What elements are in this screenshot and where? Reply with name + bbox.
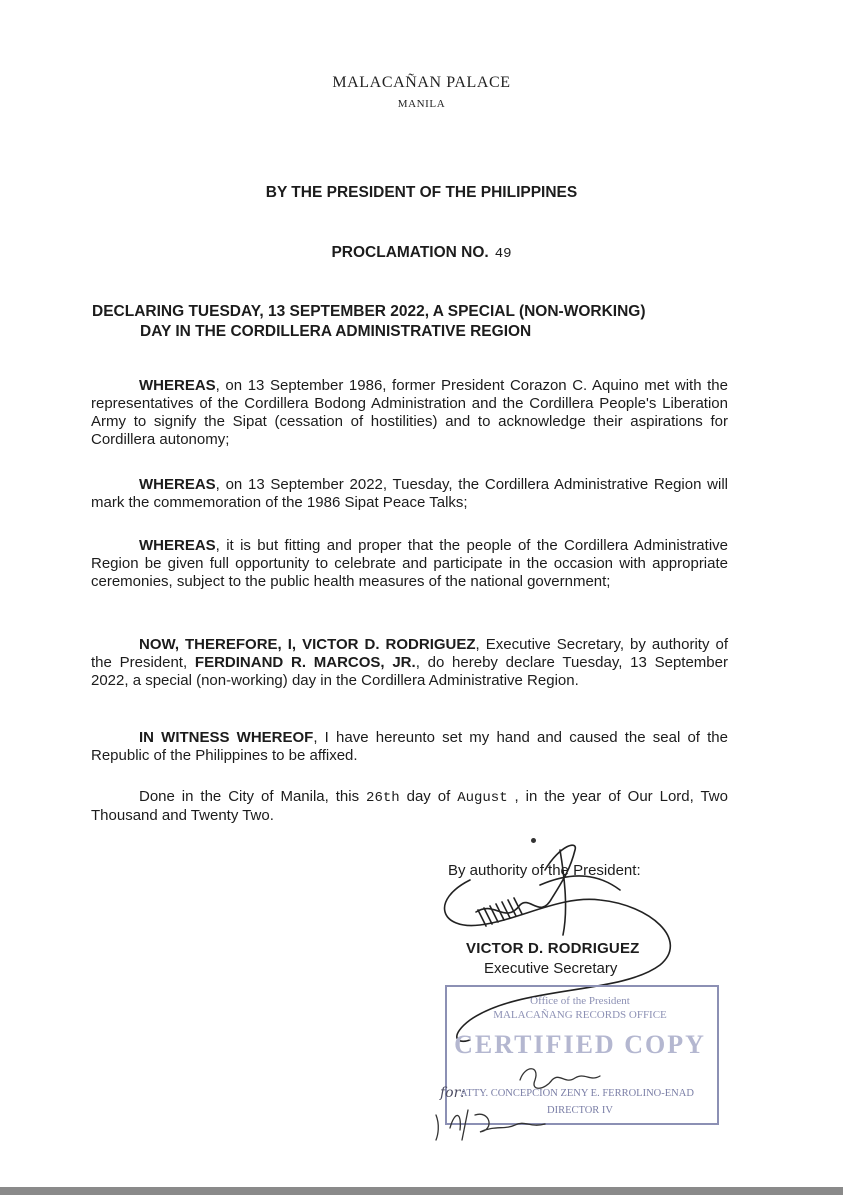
paragraph-lead: IN WITNESS WHEREOF xyxy=(139,729,314,746)
page-bottom-edge xyxy=(0,1187,843,1195)
done-day: 26th xyxy=(366,790,400,806)
done-month: August xyxy=(457,790,508,806)
paragraph-text: , do hereby declare Tuesday, 13 September 2022, a special (non-working) day in the Cordillera Administrative Region. xyxy=(91,654,728,689)
authority-line: By authority of the President: xyxy=(448,862,641,879)
paragraph-text-mid: , Executive Secretary, by authority of the President, xyxy=(91,636,728,671)
paragraph-lead: WHEREAS xyxy=(139,377,216,394)
signatory-title: Executive Secretary xyxy=(484,960,618,977)
signatory-name: VICTOR D. RODRIGUEZ xyxy=(466,940,640,957)
proclamation-label: PROCLAMATION NO. xyxy=(331,244,489,261)
paragraph-lead: NOW, THEREFORE, I, VICTOR D. RODRIGUEZ xyxy=(139,636,476,653)
paragraph-text: , on 13 September 2022, Tuesday, the Cordillera Administrative Region will mark the commemoration of the 1986 Sipat Peace Talks; xyxy=(91,476,728,511)
stamp-position: DIRECTOR IV xyxy=(546,1105,614,1116)
paragraph-lead: WHEREAS xyxy=(139,537,216,554)
letterhead-city: MANILA xyxy=(397,98,446,110)
done-text-a: Done in the City of Manila, this xyxy=(139,788,367,805)
stamp-signer: ATTY. CONCEPCION ZENY E. FERROLINO-ENAD xyxy=(460,1088,694,1099)
president-name: FERDINAND R. MARCOS, JR. xyxy=(194,654,416,671)
stamp-office-2: MALACAÑANG RECORDS OFFICE xyxy=(493,1009,667,1021)
title-line-1: DECLARING TUESDAY, 13 SEPTEMBER 2022, A SPECIAL (NON-WORKING) xyxy=(92,303,646,320)
done-text-c: , in the year of Our Lord, Two Thousand and Twenty Two. xyxy=(91,788,728,824)
paragraph-text: , it is but fitting and proper that the people of the Cordillera Administrative Region be given full opportunity to celebrate and participate in the occasion with appropriate ceremonies, subject to the public health measures of the national government; xyxy=(91,537,728,590)
stamp-certified: CERTIFIED COPY xyxy=(454,1030,706,1059)
letterhead-office: MALACAÑAN PALACE xyxy=(332,74,511,91)
stamp-office-1: Office of the President xyxy=(530,995,630,1007)
proclamation-number: 49 xyxy=(494,246,512,262)
paragraph-lead: WHEREAS xyxy=(139,476,216,493)
done-text-b: day of xyxy=(399,788,458,805)
stamp-for: for: xyxy=(440,1085,466,1101)
paragraph-text: , I have hereunto set my hand and caused the seal of the Republic of the Philippines to be affixed. xyxy=(91,729,728,764)
title-line-2: DAY IN THE CORDILLERA ADMINISTRATIVE REGION xyxy=(140,323,532,340)
paragraph-text: , on 13 September 1986, former President Corazon C. Aquino met with the representatives of the Cordillera Bodong Administration and the Cordillera People's Liberation Army to signify the Sipat (cessation of hostilities) and to acknowledge their aspirations for Cordillera autonomy; xyxy=(91,377,728,448)
byline: BY THE PRESIDENT OF THE PHILIPPINES xyxy=(265,184,578,201)
